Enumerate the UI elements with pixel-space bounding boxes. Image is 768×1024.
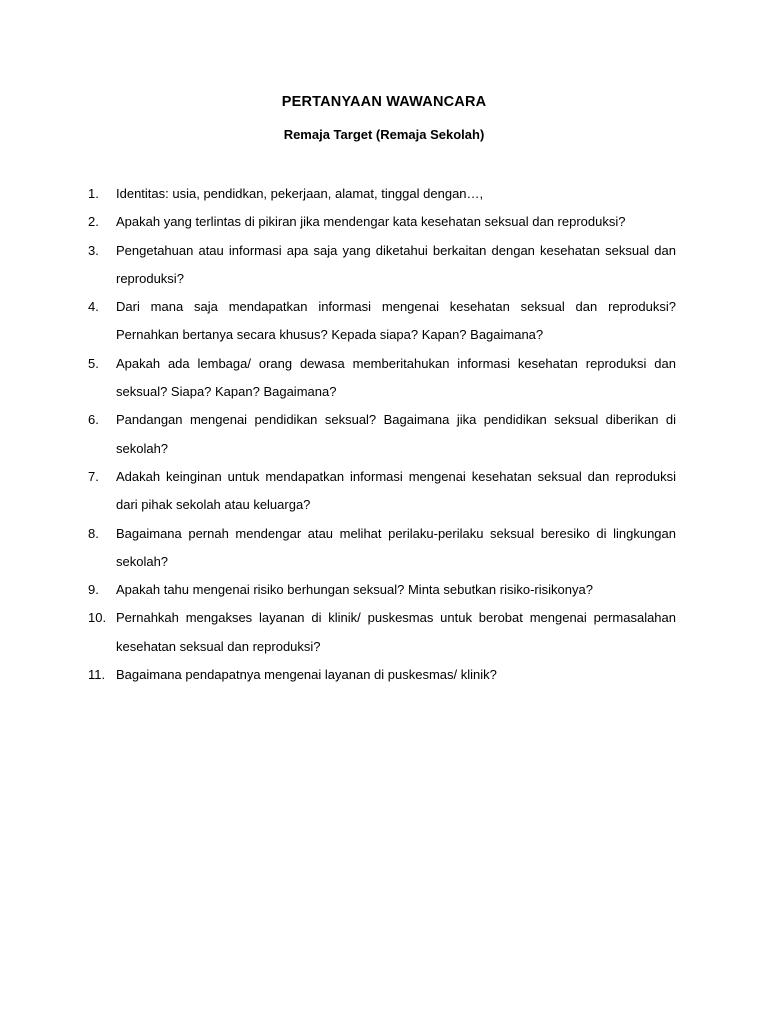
question-text: Dari mana saja mendapatkan informasi mengenai kesehatan seksual dan reproduksi? Pernahkan bertanya secara khusus? Kepada siapa? Kapan? Bagaimana? [116, 299, 676, 343]
question-text: Identitas: usia, pendidkan, pekerjaan, alamat, tinggal dengan…, [116, 186, 484, 201]
question-number: 5. [88, 355, 99, 371]
question-number: 7. [88, 468, 99, 484]
question-item [88, 406, 676, 463]
question-text: Apakah ada lembaga/ orang dewasa memberitahukan informasi kesehatan reproduksi dan seksual? Siapa? Kapan? Bagaimana? [116, 355, 676, 400]
question-number: 4. [88, 299, 99, 315]
question-text: Bagaimana pernah mendengar atau melihat perilaku-perilaku seksual beresiko di lingkungan sekolah? [116, 525, 676, 569]
question-number: 6. [88, 412, 99, 428]
question-number: 1. [88, 186, 99, 201]
question-item [88, 293, 676, 350]
question-number: 2. [88, 214, 99, 230]
question-item [88, 180, 676, 208]
question-item [88, 661, 676, 689]
question-list [88, 180, 676, 689]
question-item [88, 604, 676, 661]
question-item [88, 463, 676, 520]
question-number: 8. [88, 525, 99, 541]
question-item [88, 350, 676, 407]
question-text: Pernahkah mengakses layanan di klinik/ puskesmas untuk berobat mengenai permasalahan kesehatan seksual dan reproduksi? [116, 610, 676, 654]
question-item [88, 237, 676, 294]
document-title: PERTANYAAN WAWANCARA [281, 94, 487, 110]
question-number: 3. [88, 242, 99, 258]
question-number: 10. [88, 610, 107, 626]
question-number: 9. [88, 582, 99, 598]
question-text: Apakah yang terlintas di pikiran jika mendengar kata kesehatan seksual dan reproduksi? [116, 214, 626, 230]
question-text: Pandangan mengenai pendidikan seksual? Bagaimana jika pendidikan seksual diberikan di sekolah? [116, 412, 676, 456]
question-text: Bagaimana pendapatnya mengenai layanan di puskesmas/ klinik? [116, 667, 497, 683]
question-item [88, 576, 676, 604]
question-text: Apakah tahu mengenai risiko berhungan seksual? Minta sebutkan risiko-risikonya? [116, 582, 593, 598]
question-item [88, 208, 676, 236]
question-item [88, 520, 676, 577]
question-text: Pengetahuan atau informasi apa saja yang diketahui berkaitan dengan kesehatan seksual dan reproduksi? [116, 242, 676, 286]
question-number: 11. [88, 667, 106, 683]
question-text: Adakah keinginan untuk mendapatkan informasi mengenai kesehatan seksual dan reproduksi dari pihak sekolah atau keluarga? [116, 468, 676, 513]
document-subtitle: Remaja Target (Remaja Sekolah) [283, 127, 485, 142]
